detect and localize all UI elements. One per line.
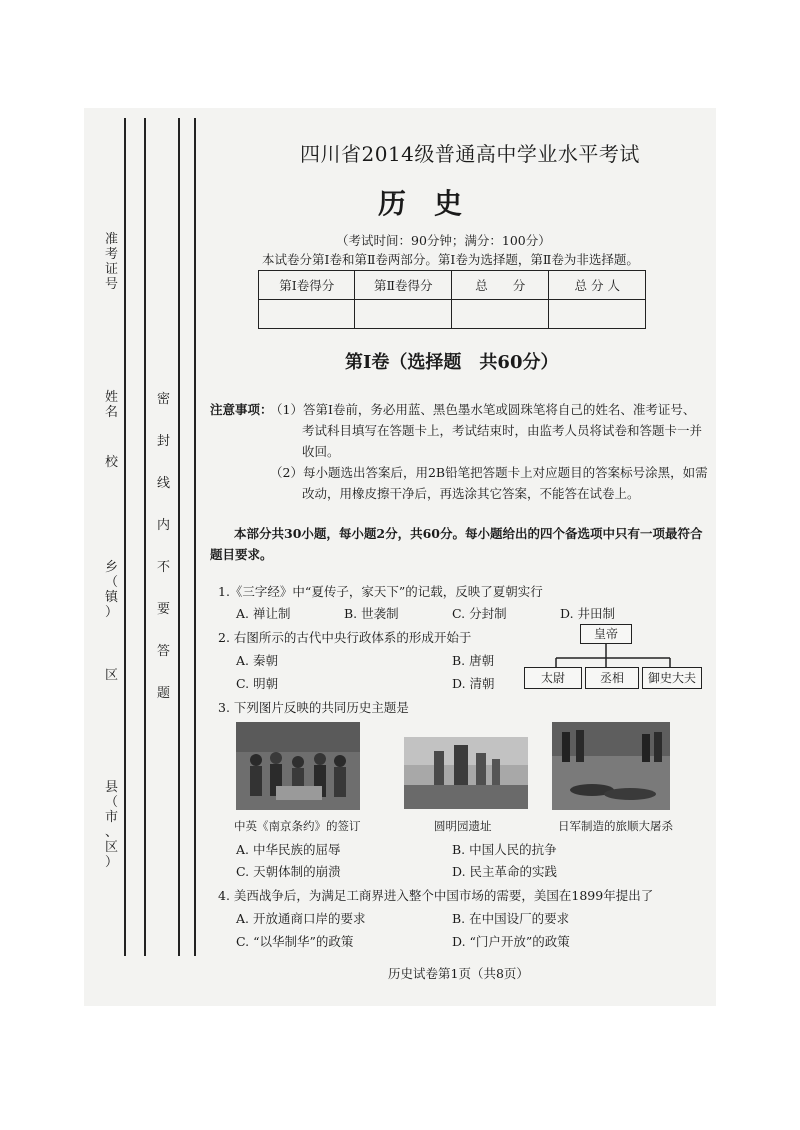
score-header: 第Ⅰ卷得分 <box>259 271 355 300</box>
margin-char: 要 <box>157 602 171 617</box>
q3-option-b[interactable]: B. 中国人民的抗争 <box>452 842 557 857</box>
paper-intro: 本试卷分第Ⅰ卷和第Ⅱ卷两部分。第Ⅰ卷为选择题，第Ⅱ卷为非选择题。 <box>262 252 639 267</box>
margin-line-4 <box>194 118 196 956</box>
caption-yuanmingyuan: 圆明园遗址 <box>434 819 492 833</box>
margin-char: ） <box>105 605 119 620</box>
margin-char: 市 <box>105 810 119 825</box>
score-table <box>258 270 646 329</box>
score-cell[interactable] <box>451 300 549 329</box>
q2-option-a[interactable]: A. 秦朝 <box>236 653 278 668</box>
margin-char: 线 <box>157 476 171 491</box>
section-title: 第Ⅰ卷（选择题 共60分） <box>345 352 559 373</box>
score-cell[interactable] <box>259 300 355 329</box>
caption-lushun: 日军制造的旅顺大屠杀 <box>558 819 673 833</box>
q2-option-d[interactable]: D. 清朝 <box>452 676 495 691</box>
score-header: 总 分 <box>451 271 549 300</box>
margin-line-1 <box>124 118 126 956</box>
notice-2-line2: 改动，用橡皮擦干净后，再选涂其它答案，不能答在试卷上。 <box>302 486 640 501</box>
q2-stem: 2. 右图所示的古代中央行政体系的形成开始于 <box>218 630 472 645</box>
margin-char: 考 <box>105 247 119 262</box>
margin-char: 题 <box>157 686 171 701</box>
name-label <box>105 390 118 420</box>
margin-char: 号 <box>105 277 119 292</box>
notice-1-line2: 考试科目填写在答题卡上，考试结束时，由监考人员将试卷和答题卡一并 <box>302 423 703 438</box>
margin-char: 乡 <box>105 560 119 575</box>
district-label <box>105 668 118 683</box>
treaty-of-nanjing-photo <box>236 722 360 810</box>
margin-line-3 <box>178 118 180 956</box>
margin-char: 证 <box>105 262 119 277</box>
margin-char: 准 <box>105 232 119 247</box>
margin-char: 名 <box>105 405 119 420</box>
margin-char: 区 <box>105 668 119 683</box>
q4-option-c[interactable]: C. “以华制华”的政策 <box>236 934 354 949</box>
score-header: 第Ⅱ卷得分 <box>355 271 451 300</box>
margin-char: 不 <box>157 560 171 575</box>
q3-stem: 3. 下列图片反映的共同历史主题是 <box>218 700 409 715</box>
q1-option-a[interactable]: A. 禅让制 <box>236 606 291 621</box>
township-label <box>105 560 118 620</box>
instruction-line2: 题目要求。 <box>210 547 273 562</box>
school-label <box>105 455 118 470</box>
diagram-taiwei-box: 太尉 <box>524 667 582 689</box>
margin-char: （ <box>105 795 119 810</box>
score-cell[interactable] <box>355 300 451 329</box>
margin-char: 封 <box>157 434 171 449</box>
q4-option-a[interactable]: A. 开放通商口岸的要求 <box>236 911 366 926</box>
q3-option-a[interactable]: A. 中华民族的屈辱 <box>236 842 341 857</box>
notice-1-line1: （1）答第Ⅰ卷前，务必用蓝、黑色墨水笔或圆珠笔将自己的姓名、准考证号、 <box>270 402 696 417</box>
lushun-massacre-photo <box>552 722 670 810</box>
q1-stem: 1.《三字经》中“夏传子，家天下”的记载，反映了夏朝实行 <box>218 584 543 599</box>
q4-option-d[interactable]: D. “门户开放”的政策 <box>452 934 570 949</box>
county-label <box>105 780 118 870</box>
notice-label: 注意事项： <box>210 402 273 417</box>
instruction-line1: 本部分共30小题，每小题2分，共60分。每小题给出的四个备选项中只有一项最符合 <box>234 526 703 541</box>
q4-stem: 4. 美西战争后，为满足工商界进入整个中国市场的需要，美国在1899年提出了 <box>218 888 654 903</box>
margin-char: 、 <box>105 825 119 840</box>
margin-char: （ <box>105 575 119 590</box>
exam-info: （考试时间：90分钟；满分：100分） <box>336 233 551 248</box>
seal-line-notice <box>157 392 170 728</box>
q1-option-b[interactable]: B. 世袭制 <box>344 606 399 621</box>
exam-title: 四川省2014级普通高中学业水平考试 <box>300 142 640 166</box>
page-footer: 历史试卷第1页（共8页） <box>388 966 529 981</box>
margin-char: 姓 <box>105 390 119 405</box>
margin-char: 答 <box>157 644 171 659</box>
diagram-chancellor-box: 丞相 <box>585 667 639 689</box>
margin-char: 区 <box>105 840 119 855</box>
notice-2-line1: （2）每小题选出答案后，用2B铅笔把答题卡上对应题目的答案标号涂黑，如需 <box>270 465 708 480</box>
q3-option-d[interactable]: D. 民主革命的实践 <box>452 864 558 879</box>
q4-option-b[interactable]: B. 在中国设厂的要求 <box>452 911 570 926</box>
subject-title: 历史 <box>378 187 491 220</box>
exam-number-label <box>105 232 118 292</box>
score-header: 总 分 人 <box>549 271 646 300</box>
notice-1-line3: 收回。 <box>302 444 340 459</box>
diagram-censor-box: 御史大夫 <box>642 667 702 689</box>
margin-char: 内 <box>157 518 171 533</box>
margin-char: 镇 <box>105 590 119 605</box>
q1-option-c[interactable]: C. 分封制 <box>452 606 507 621</box>
margin-char: 密 <box>157 392 171 407</box>
margin-char: ） <box>105 855 119 870</box>
margin-char: 校 <box>105 455 119 470</box>
q2-option-b[interactable]: B. 唐朝 <box>452 653 495 668</box>
score-cell[interactable] <box>549 300 646 329</box>
margin-char: 县 <box>105 780 119 795</box>
q1-option-d[interactable]: D. 井田制 <box>560 606 616 621</box>
diagram-emperor-box: 皇帝 <box>580 624 632 644</box>
yuanmingyuan-ruins-photo <box>404 737 528 809</box>
caption-treaty: 中英《南京条约》的签订 <box>234 819 361 833</box>
q3-option-c[interactable]: C. 天朝体制的崩溃 <box>236 864 341 879</box>
margin-line-2 <box>144 118 146 956</box>
q2-option-c[interactable]: C. 明朝 <box>236 676 279 691</box>
